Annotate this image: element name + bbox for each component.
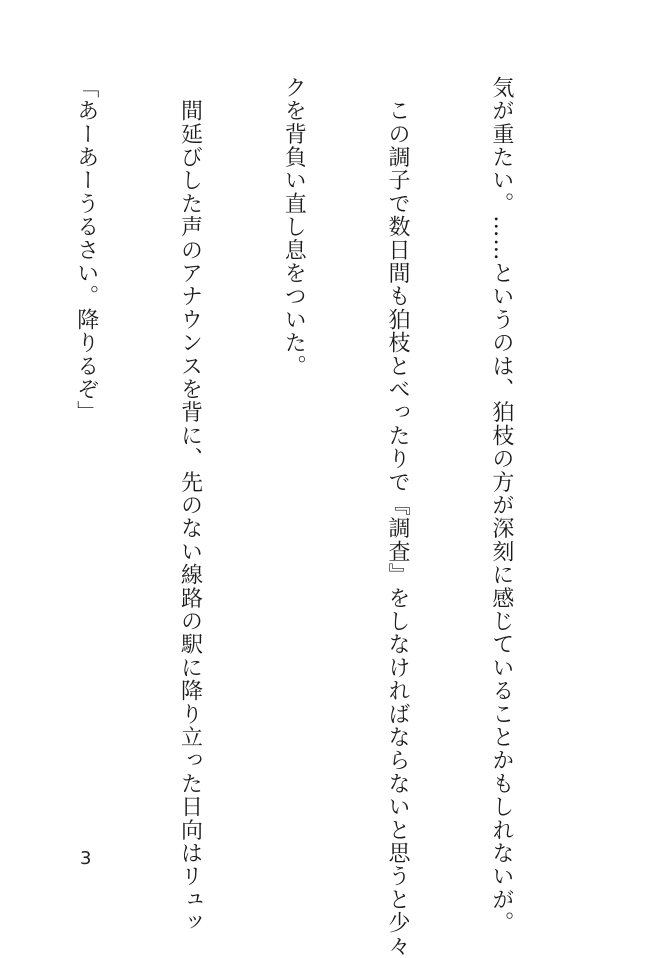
text-line: 気が重たい。……というのは、狛枝の方が深刻に感じていることかもしれないが。	[488, 76, 514, 935]
page-number: 3	[80, 848, 92, 869]
text-line: クを背負い直し息をついた。	[281, 76, 307, 378]
vertical-text-body	[0, 76, 587, 958]
text-line: この調子で数日間も狛枝とべったりで『調査』をしなければならないと思うと少々	[385, 76, 411, 958]
text-line: 「あーあーうるさい。降りるぞ」	[73, 76, 99, 424]
text-line: 間延びした声のアナウンスを背に、先のない線路の駅に降り立った日向はリュッ	[177, 76, 203, 935]
